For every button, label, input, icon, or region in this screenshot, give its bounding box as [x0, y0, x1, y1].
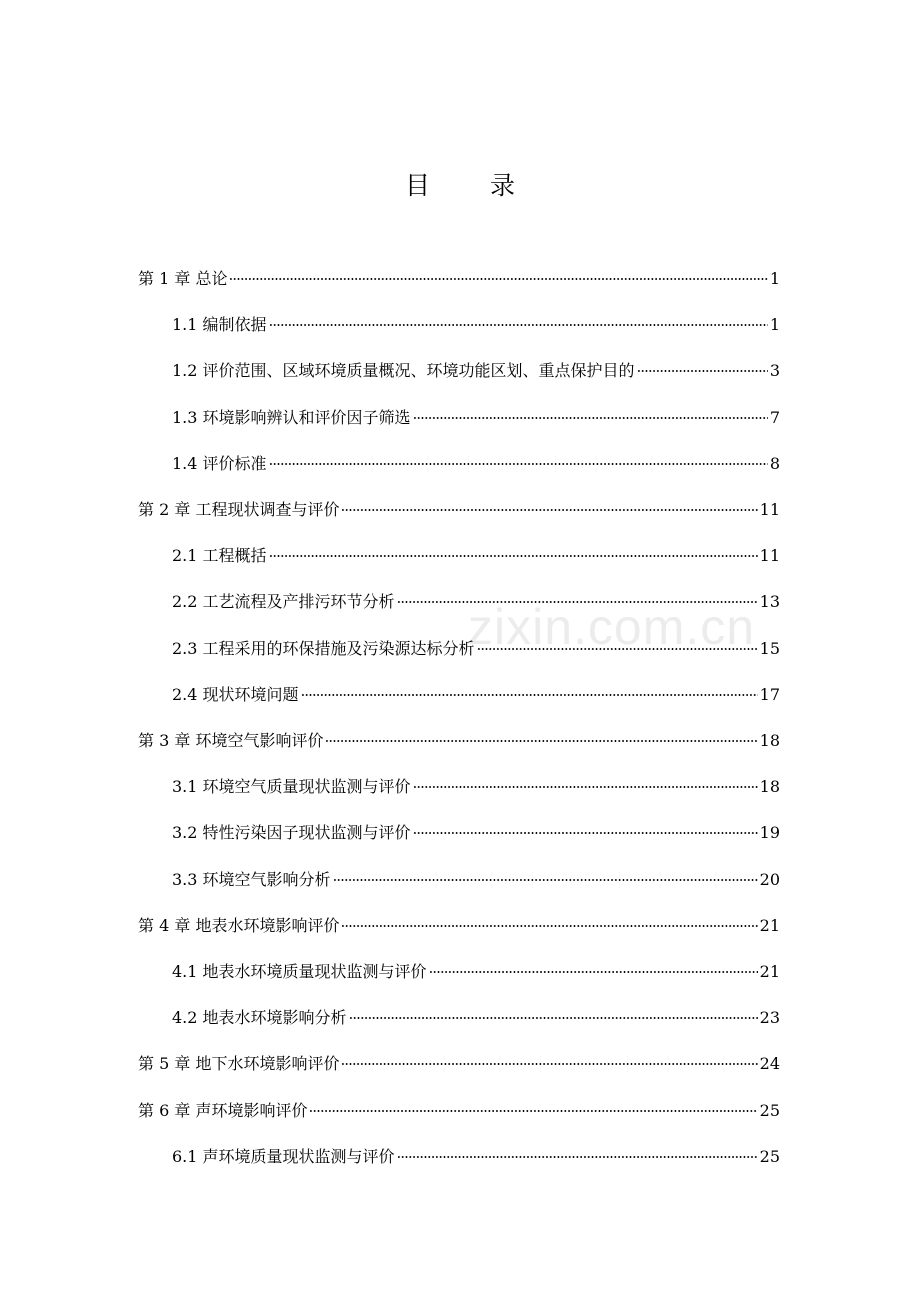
toc-entry[interactable]: [172, 302, 780, 348]
toc-entry-label: 3.2 特性污染因子现状监测与评价: [172, 823, 411, 843]
toc-page-number: 18: [759, 777, 780, 797]
toc-entry-label: 第 5 章 地下水环境影响评价: [138, 1054, 340, 1074]
toc-page-number: 13: [759, 592, 780, 612]
toc-page-number: 7: [769, 407, 780, 427]
page-title: 目 录: [405, 171, 541, 200]
toc-entry[interactable]: [172, 764, 780, 810]
toc-dot-leader: [341, 509, 757, 511]
toc-dot-leader: [349, 1017, 758, 1019]
toc-entry[interactable]: [138, 1041, 780, 1087]
toc-entry-label: 3.3 环境空气影响分析: [172, 869, 331, 889]
toc-entry-label: 1.2 评价范围、区域环境质量概况、环境功能区划、重点保护目的: [172, 361, 635, 381]
toc-entry-label: 1.1 编制依据: [172, 315, 267, 335]
toc-dot-leader: [309, 1110, 757, 1112]
toc-dot-leader: [413, 832, 758, 834]
toc-entry[interactable]: [172, 672, 780, 718]
toc-entry[interactable]: [172, 810, 780, 856]
toc-entry-label: 第 2 章 工程现状调查与评价: [138, 500, 340, 519]
toc-entry[interactable]: [138, 256, 780, 302]
toc-dot-leader: [333, 879, 758, 881]
toc-entry[interactable]: [172, 995, 780, 1041]
toc-page-number: 1: [769, 315, 780, 335]
toc-entry-label: 3.1 环境空气质量现状监测与评价: [172, 777, 411, 797]
toc-dot-leader: [301, 694, 758, 696]
toc-page-number: 19: [759, 823, 780, 843]
toc-entry[interactable]: [172, 949, 780, 995]
toc-dot-leader: [269, 555, 758, 557]
toc-entry-label: 4.2 地表水环境影响分析: [172, 1008, 347, 1028]
toc-entry-label: 2.4 现状环境问题: [172, 684, 299, 704]
toc-dot-leader: [325, 740, 757, 742]
toc-page-number: 11: [759, 500, 780, 519]
toc-dot-leader: [413, 786, 758, 788]
toc-page-number: 24: [759, 1054, 780, 1074]
toc-page-number: 1: [769, 269, 780, 288]
toc-dot-leader: [229, 278, 767, 280]
toc-dot-leader: [341, 1063, 757, 1065]
toc-entry-label: 第 3 章 环境空气影响评价: [138, 731, 324, 750]
toc-entry-label: 1.4 评价标准: [172, 453, 267, 473]
toc-entry-label: 2.2 工艺流程及产排污环节分析: [172, 592, 395, 612]
toc-entry-label: 2.1 工程概括: [172, 546, 267, 566]
toc-entry-label: 第 6 章 声环境影响评价: [138, 1100, 308, 1120]
toc-dot-leader: [637, 370, 768, 372]
toc-dot-leader: [341, 925, 757, 927]
toc-page-number: 23: [759, 1008, 780, 1028]
toc-page-number: 25: [759, 1146, 780, 1166]
toc-entry[interactable]: [138, 1088, 780, 1134]
toc-entry[interactable]: [172, 348, 780, 394]
toc-entry[interactable]: [138, 903, 780, 949]
toc-entry-label: 第 4 章 地表水环境影响评价: [138, 915, 340, 935]
toc-entry[interactable]: [172, 395, 780, 441]
toc-entry-label: 6.1 声环境质量现状监测与评价: [172, 1146, 395, 1166]
toc-entry[interactable]: [172, 1134, 780, 1180]
watermark: zixin.com.cn: [468, 599, 756, 655]
toc-page-number: 21: [759, 962, 780, 981]
toc-page-number: 21: [759, 915, 780, 935]
toc-page-number: 20: [759, 869, 780, 889]
toc-dot-leader: [269, 463, 768, 465]
toc-dot-leader: [397, 1156, 758, 1158]
toc-entry[interactable]: [138, 487, 780, 533]
toc-entry[interactable]: [138, 718, 780, 764]
toc-entry[interactable]: [172, 533, 780, 579]
toc-dot-leader: [429, 971, 758, 973]
toc-page-number: 17: [759, 684, 780, 704]
toc-entry[interactable]: [172, 626, 780, 672]
toc-dot-leader: [269, 324, 768, 326]
toc-page-number: 3: [769, 361, 780, 381]
toc-dot-leader: [397, 601, 758, 603]
toc-page-number: 18: [759, 731, 780, 750]
toc-dot-leader: [413, 417, 768, 419]
toc-page-number: 8: [769, 453, 780, 473]
toc-dot-leader: [477, 648, 758, 650]
toc-entry[interactable]: [172, 857, 780, 903]
toc-entry[interactable]: [172, 579, 780, 625]
toc-entry-label: 第 1 章 总论: [138, 269, 228, 288]
toc-page-number: 25: [759, 1100, 780, 1120]
toc-entry-label: 4.1 地表水环境质量现状监测与评价: [172, 962, 427, 981]
toc-page-number: 11: [759, 546, 780, 566]
toc-page-number: 15: [759, 638, 780, 658]
toc-entry-label: 2.3 工程采用的环保措施及污染源达标分析: [172, 638, 475, 658]
toc-entry[interactable]: [172, 441, 780, 487]
toc-entry-label: 1.3 环境影响辨认和评价因子筛选: [172, 407, 411, 427]
